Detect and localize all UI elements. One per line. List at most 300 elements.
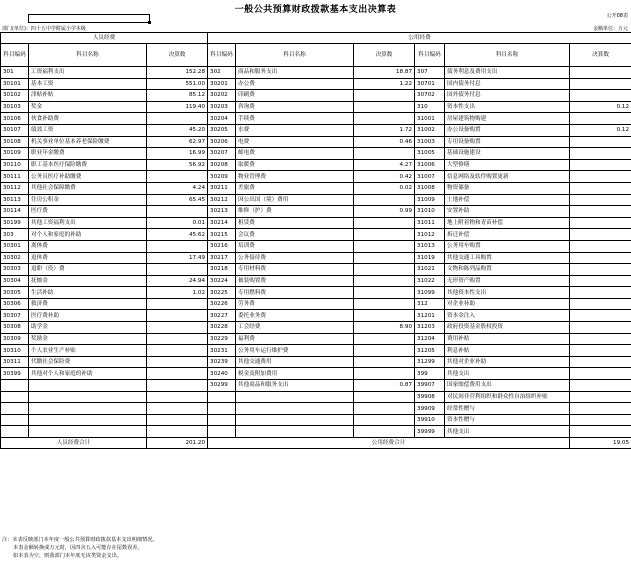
cell-amount[interactable]: 0.02	[354, 182, 415, 194]
cell-name[interactable]: 生活补助	[29, 287, 147, 299]
cell-code[interactable]: 30228	[208, 322, 236, 334]
cell-code[interactable]	[1, 403, 29, 415]
cell-name[interactable]: 培训费	[236, 240, 354, 252]
cell-amount[interactable]	[570, 275, 631, 287]
cell-name[interactable]: 基础设施建设	[445, 148, 570, 160]
cell-name[interactable]: 文物和陈列品购置	[445, 264, 570, 276]
cell-code[interactable]: 30218	[208, 264, 236, 276]
public-total-value[interactable]: 19.05	[570, 438, 631, 449]
cell-amount[interactable]	[147, 414, 208, 426]
cell-amount[interactable]	[570, 391, 631, 403]
cell-code[interactable]: 39999	[415, 426, 445, 438]
cell-code[interactable]: 310	[415, 101, 445, 113]
cell-amount[interactable]: 85.12	[147, 90, 208, 102]
cell-name[interactable]	[29, 380, 147, 392]
cell-code[interactable]: 31003	[415, 136, 445, 148]
cell-code[interactable]: 30206	[208, 136, 236, 148]
cell-name[interactable]	[236, 391, 354, 403]
cell-code[interactable]: 30102	[1, 90, 29, 102]
cell-name[interactable]	[236, 403, 354, 415]
cell-name[interactable]: 维修（护）费	[236, 206, 354, 218]
cell-amount[interactable]	[570, 310, 631, 322]
cell-name[interactable]: 其他支出	[445, 368, 570, 380]
cell-name[interactable]: 国内债务付息	[445, 78, 570, 90]
cell-code[interactable]	[1, 414, 29, 426]
cell-name[interactable]: 其他交通费用	[236, 356, 354, 368]
cell-amount[interactable]	[570, 113, 631, 125]
cell-name[interactable]: 咨询费	[236, 101, 354, 113]
cell-name[interactable]: 专用设备购置	[445, 136, 570, 148]
cell-code[interactable]: 31009	[415, 194, 445, 206]
cell-name[interactable]: 邮电费	[236, 148, 354, 160]
cell-name[interactable]: 奖金	[29, 101, 147, 113]
cell-name[interactable]: 资本性支出	[445, 101, 570, 113]
cell-amount[interactable]	[354, 368, 415, 380]
cell-amount[interactable]	[147, 310, 208, 322]
cell-amount[interactable]	[570, 252, 631, 264]
cell-name[interactable]: 税金及附加费用	[236, 368, 354, 380]
report-title: 一般公共预算财政拨款基本支出决算表	[234, 5, 397, 15]
cell-code[interactable]: 30212	[208, 194, 236, 206]
cell-amount[interactable]: 0.87	[354, 380, 415, 392]
cell-amount[interactable]: 119.40	[147, 101, 208, 113]
cell-code[interactable]: 30303	[1, 264, 29, 276]
cell-code[interactable]: 30239	[208, 356, 236, 368]
cell-code[interactable]: 302	[208, 67, 236, 79]
cell-name[interactable]: 绩效工资	[29, 124, 147, 136]
cell-amount[interactable]	[354, 90, 415, 102]
cell-amount[interactable]: 0.01	[147, 217, 208, 229]
cell-code[interactable]: 30240	[208, 368, 236, 380]
cell-code[interactable]	[208, 426, 236, 438]
cell-code[interactable]: 30225	[208, 287, 236, 299]
cell-name[interactable]: 工资福利支出	[29, 67, 147, 79]
personnel-total-value[interactable]: 201.20	[147, 438, 208, 449]
cell-name[interactable]: 机关事业单位基本养老保险缴费	[29, 136, 147, 148]
cell-name[interactable]: 物业管理费	[236, 171, 354, 183]
cell-code[interactable]: 30701	[415, 78, 445, 90]
cell-code[interactable]: 39908	[415, 391, 445, 403]
cell-code[interactable]: 39909	[415, 403, 445, 415]
cell-code[interactable]: 30201	[208, 78, 236, 90]
cell-amount[interactable]	[147, 264, 208, 276]
cell-name[interactable]: 委托业务费	[236, 310, 354, 322]
cell-amount[interactable]	[147, 345, 208, 357]
cell-name[interactable]: 公务用车购置	[445, 240, 570, 252]
cell-code[interactable]: 31010	[415, 206, 445, 218]
cell-name[interactable]	[236, 414, 354, 426]
cell-amount[interactable]	[570, 136, 631, 148]
cell-name[interactable]: 国家赔偿费用支出	[445, 380, 570, 392]
cell-amount[interactable]	[354, 298, 415, 310]
cell-code[interactable]: 30107	[1, 124, 29, 136]
cell-amount[interactable]	[354, 356, 415, 368]
cell-code[interactable]: 31205	[415, 345, 445, 357]
cell-amount[interactable]	[354, 217, 415, 229]
cell-amount[interactable]	[570, 67, 631, 79]
cell-amount[interactable]: 0.99	[354, 206, 415, 218]
cell-code[interactable]: 30399	[1, 368, 29, 380]
cell-amount[interactable]	[147, 380, 208, 392]
cell-amount[interactable]	[354, 345, 415, 357]
note-line: 注：本表反映部门本年度一般公共预算财政拨款基本支出明细情况。	[2, 537, 158, 543]
cell-name[interactable]: 政府投资基金股权投资	[445, 322, 570, 334]
cell-amount[interactable]	[354, 287, 415, 299]
cell-name[interactable]: 租赁费	[236, 217, 354, 229]
cell-amount[interactable]	[570, 414, 631, 426]
cell-name[interactable]: 专用燃料费	[236, 287, 354, 299]
cell-selection-box[interactable]	[28, 14, 150, 23]
cell-code[interactable]: 30702	[415, 90, 445, 102]
cell-amount[interactable]	[354, 333, 415, 345]
cell-name[interactable]: 办公费	[236, 78, 354, 90]
cell-code[interactable]: 30213	[208, 206, 236, 218]
cell-name[interactable]: 抚恤金	[29, 275, 147, 287]
cell-amount[interactable]	[570, 240, 631, 252]
cell-code[interactable]: 30208	[208, 159, 236, 171]
cell-code[interactable]: 30217	[208, 252, 236, 264]
cell-code[interactable]: 30202	[208, 90, 236, 102]
cell-amount[interactable]	[354, 264, 415, 276]
cell-code[interactable]: 30205	[208, 124, 236, 136]
cell-code[interactable]: 30203	[208, 101, 236, 113]
cell-code[interactable]: 31008	[415, 182, 445, 194]
cell-amount[interactable]	[354, 148, 415, 160]
cell-amount[interactable]	[147, 368, 208, 380]
cell-name[interactable]	[29, 414, 147, 426]
cell-code[interactable]: 30110	[1, 159, 29, 171]
cell-code[interactable]: 31299	[415, 356, 445, 368]
cell-amount[interactable]	[147, 206, 208, 218]
cell-amount[interactable]: 0.42	[354, 171, 415, 183]
cell-amount[interactable]	[570, 171, 631, 183]
cell-name[interactable]: 印刷费	[236, 90, 354, 102]
cell-amount[interactable]	[570, 159, 631, 171]
cell-name[interactable]: 专用材料费	[236, 264, 354, 276]
cell-name[interactable]: 助学金	[29, 322, 147, 334]
cell-name[interactable]: 公务员医疗补助缴费	[29, 171, 147, 183]
cell-name[interactable]: 资本金注入	[445, 310, 570, 322]
cell-code[interactable]: 30108	[1, 136, 29, 148]
cell-amount[interactable]	[570, 206, 631, 218]
cell-name[interactable]: 土地补偿	[445, 194, 570, 206]
cell-amount[interactable]	[570, 368, 631, 380]
cell-code[interactable]: 31005	[415, 148, 445, 160]
cell-amount[interactable]	[354, 101, 415, 113]
cell-name[interactable]: 离休费	[29, 240, 147, 252]
cell-name[interactable]: 奖励金	[29, 333, 147, 345]
cell-name[interactable]: 其他商品和服务支出	[236, 380, 354, 392]
cell-amount[interactable]: 4.27	[354, 159, 415, 171]
cell-code[interactable]: 30111	[1, 171, 29, 183]
cell-name[interactable]: 手续费	[236, 113, 354, 125]
cell-code[interactable]: 30112	[1, 182, 29, 194]
cell-name[interactable]: 其他资本性支出	[445, 287, 570, 299]
cell-code[interactable]: 30216	[208, 240, 236, 252]
cell-name[interactable]: 医疗费	[29, 206, 147, 218]
cell-code[interactable]: 31021	[415, 264, 445, 276]
cell-code[interactable]: 30302	[1, 252, 29, 264]
cell-name[interactable]: 津贴补贴	[29, 90, 147, 102]
cell-amount[interactable]: 24.94	[147, 275, 208, 287]
cell-amount[interactable]	[570, 264, 631, 276]
cell-name[interactable]: 职工基本医疗保险缴费	[29, 159, 147, 171]
cell-amount[interactable]	[147, 403, 208, 415]
cell-code[interactable]: 31204	[415, 333, 445, 345]
cell-code[interactable]: 30309	[1, 333, 29, 345]
cell-code[interactable]: 31019	[415, 252, 445, 264]
cell-name[interactable]: 物资储备	[445, 182, 570, 194]
cell-name[interactable]: 办公设备购置	[445, 124, 570, 136]
cell-amount[interactable]: 16.99	[147, 148, 208, 160]
cell-name[interactable]: 退休费	[29, 252, 147, 264]
cell-code[interactable]: 30306	[1, 298, 29, 310]
cell-amount[interactable]	[570, 217, 631, 229]
cell-name[interactable]: 因公出国（境）费用	[236, 194, 354, 206]
cell-amount[interactable]	[354, 275, 415, 287]
cell-amount[interactable]	[570, 356, 631, 368]
cell-code[interactable]: 30299	[208, 380, 236, 392]
cell-code[interactable]: 312	[415, 298, 445, 310]
cell-code[interactable]	[1, 426, 29, 438]
cell-code[interactable]: 31002	[415, 124, 445, 136]
cell-code[interactable]: 30304	[1, 275, 29, 287]
section-header-row	[1, 33, 631, 44]
cell-name[interactable]: 其他对个人和家庭的补助	[29, 368, 147, 380]
cell-name[interactable]: 无形资产购置	[445, 275, 570, 287]
cell-code[interactable]: 30226	[208, 298, 236, 310]
cell-amount[interactable]	[570, 182, 631, 194]
cell-name[interactable]: 商品和服务支出	[236, 67, 354, 79]
cell-amount[interactable]	[354, 252, 415, 264]
cell-code[interactable]: 30307	[1, 310, 29, 322]
cell-name[interactable]: 基本工资	[29, 78, 147, 90]
cell-code[interactable]	[208, 403, 236, 415]
cell-name[interactable]: 个人农业生产补贴	[29, 345, 147, 357]
cell-code[interactable]	[208, 391, 236, 403]
cell-name[interactable]: 大型修缮	[445, 159, 570, 171]
cell-amount[interactable]: 152.28	[147, 67, 208, 79]
cell-amount[interactable]: 1.02	[147, 287, 208, 299]
public-header: 公用经费	[208, 33, 631, 44]
cell-amount[interactable]	[147, 171, 208, 183]
cell-code[interactable]: 39907	[415, 380, 445, 392]
cell-amount[interactable]: 551.00	[147, 78, 208, 90]
cell-code[interactable]	[1, 391, 29, 403]
cell-name[interactable]	[29, 403, 147, 415]
cell-amount[interactable]: 62.97	[147, 136, 208, 148]
cell-name[interactable]: 资本性赠与	[445, 414, 570, 426]
cell-name[interactable]: 差旅费	[236, 182, 354, 194]
cell-amount[interactable]	[354, 426, 415, 438]
cell-name[interactable]: 对企业补助	[445, 298, 570, 310]
col-header-code: 科目编码	[1, 44, 29, 67]
cell-amount[interactable]: 0.46	[354, 136, 415, 148]
cell-amount[interactable]: 0.12	[570, 124, 631, 136]
cell-name[interactable]: 会议费	[236, 229, 354, 241]
cell-name[interactable]: 职业年金缴费	[29, 148, 147, 160]
cell-amount[interactable]: 1.72	[354, 124, 415, 136]
cell-code[interactable]: 31007	[415, 171, 445, 183]
cell-code[interactable]: 30209	[208, 171, 236, 183]
cell-name[interactable]	[29, 391, 147, 403]
cell-name[interactable]: 住房公积金	[29, 194, 147, 206]
cell-name[interactable]: 福利费	[236, 333, 354, 345]
cell-name[interactable]: 水费	[236, 124, 354, 136]
cell-code[interactable]: 31203	[415, 322, 445, 334]
cell-name[interactable]: 代缴社会保险费	[29, 356, 147, 368]
cell-code[interactable]: 301	[1, 67, 29, 79]
cell-name[interactable]: 取暖费	[236, 159, 354, 171]
cell-name[interactable]: 国外债务付息	[445, 90, 570, 102]
cell-amount[interactable]	[570, 426, 631, 438]
cell-code[interactable]: 307	[415, 67, 445, 79]
cell-amount[interactable]	[570, 380, 631, 392]
cell-name[interactable]: 利息补贴	[445, 345, 570, 357]
cell-amount[interactable]	[147, 356, 208, 368]
cell-amount[interactable]: 4.24	[147, 182, 208, 194]
cell-name[interactable]: 伙食补助费	[29, 113, 147, 125]
cell-code[interactable]: 31011	[415, 217, 445, 229]
cell-code[interactable]: 30311	[1, 356, 29, 368]
cell-name[interactable]: 工会经费	[236, 322, 354, 334]
cell-amount[interactable]	[147, 333, 208, 345]
cell-name[interactable]: 公务接待费	[236, 252, 354, 264]
cell-amount[interactable]: 45.20	[147, 124, 208, 136]
cell-code[interactable]: 303	[1, 229, 29, 241]
cell-code[interactable]: 30301	[1, 240, 29, 252]
cell-amount[interactable]	[570, 287, 631, 299]
cell-amount[interactable]: 18.87	[354, 67, 415, 79]
col-header-code: 科目编码	[208, 44, 236, 67]
cell-amount[interactable]	[570, 333, 631, 345]
cell-amount[interactable]: 65.45	[147, 194, 208, 206]
cell-name[interactable]: 其他对企业补助	[445, 356, 570, 368]
cell-amount[interactable]	[570, 194, 631, 206]
cell-code[interactable]: 30231	[208, 345, 236, 357]
cell-code[interactable]: 30305	[1, 287, 29, 299]
cell-name[interactable]: 退职（役）费	[29, 264, 147, 276]
cell-amount[interactable]	[354, 229, 415, 241]
cell-amount[interactable]: 56.92	[147, 159, 208, 171]
cell-code[interactable]: 31099	[415, 287, 445, 299]
cell-name[interactable]: 拆迁补偿	[445, 229, 570, 241]
cell-code[interactable]: 30101	[1, 78, 29, 90]
cell-code[interactable]: 30310	[1, 345, 29, 357]
cell-name[interactable]: 电费	[236, 136, 354, 148]
cell-amount[interactable]	[354, 240, 415, 252]
cell-name[interactable]: 其他交通工具购置	[445, 252, 570, 264]
cell-code[interactable]: 30215	[208, 229, 236, 241]
cell-amount[interactable]	[570, 229, 631, 241]
cell-amount[interactable]: 1.22	[354, 78, 415, 90]
cell-name[interactable]: 经常性赠与	[445, 403, 570, 415]
cell-name[interactable]: 对个人和家庭的补助	[29, 229, 147, 241]
cell-amount[interactable]	[354, 194, 415, 206]
cell-name[interactable]: 被装购置费	[236, 275, 354, 287]
cell-name[interactable]: 安置补助	[445, 206, 570, 218]
cell-code[interactable]	[208, 414, 236, 426]
cell-name[interactable]: 劳务费	[236, 298, 354, 310]
cell-code[interactable]: 30224	[208, 275, 236, 287]
cell-name[interactable]: 救济费	[29, 298, 147, 310]
cell-name[interactable]	[236, 426, 354, 438]
cell-code[interactable]: 30214	[208, 217, 236, 229]
cell-amount[interactable]	[570, 90, 631, 102]
cell-code[interactable]: 30229	[208, 333, 236, 345]
cell-code[interactable]: 30308	[1, 322, 29, 334]
cell-code[interactable]: 30106	[1, 113, 29, 125]
cell-code[interactable]: 30113	[1, 194, 29, 206]
fill-handle[interactable]	[148, 21, 151, 24]
cell-amount[interactable]	[147, 298, 208, 310]
cell-code[interactable]: 31012	[415, 229, 445, 241]
cell-name[interactable]: 债务利息及费用支出	[445, 67, 570, 79]
cell-amount[interactable]	[354, 310, 415, 322]
cell-amount[interactable]	[354, 113, 415, 125]
cell-name[interactable]: 其他支出	[445, 426, 570, 438]
cell-name[interactable]: 费用补贴	[445, 333, 570, 345]
cell-code[interactable]: 30199	[1, 217, 29, 229]
cell-name[interactable]: 信息网络及软件购置更新	[445, 171, 570, 183]
cell-amount[interactable]	[570, 322, 631, 334]
cell-code[interactable]	[1, 380, 29, 392]
cell-amount[interactable]	[147, 426, 208, 438]
cell-amount[interactable]	[570, 345, 631, 357]
cell-code[interactable]: 31201	[415, 310, 445, 322]
cell-code[interactable]: 30114	[1, 206, 29, 218]
cell-code[interactable]: 31013	[415, 240, 445, 252]
cell-amount[interactable]	[354, 391, 415, 403]
cell-code[interactable]: 30204	[208, 113, 236, 125]
cell-amount[interactable]	[147, 391, 208, 403]
cell-code[interactable]: 30227	[208, 310, 236, 322]
cell-amount[interactable]	[570, 148, 631, 160]
cell-code[interactable]: 30109	[1, 148, 29, 160]
cell-code[interactable]: 31022	[415, 275, 445, 287]
cell-name[interactable]: 其他工资福利支出	[29, 217, 147, 229]
cell-name[interactable]: 房屋建筑物购建	[445, 113, 570, 125]
cell-amount[interactable]: 45.62	[147, 229, 208, 241]
cell-name[interactable]: 医疗费补助	[29, 310, 147, 322]
cell-code[interactable]: 399	[415, 368, 445, 380]
cell-code[interactable]: 39910	[415, 414, 445, 426]
cell-name[interactable]: 公务用车运行维护费	[236, 345, 354, 357]
cell-amount[interactable]	[354, 403, 415, 415]
table-row	[1, 240, 631, 252]
cell-amount[interactable]	[147, 113, 208, 125]
cell-amount[interactable]	[147, 240, 208, 252]
cell-amount[interactable]	[570, 78, 631, 90]
cell-code[interactable]: 30211	[208, 182, 236, 194]
cell-name[interactable]	[29, 426, 147, 438]
cell-name[interactable]: 地上附着物和青苗补偿	[445, 217, 570, 229]
cell-amount[interactable]	[147, 322, 208, 334]
cell-name[interactable]: 其他社会保障缴费	[29, 182, 147, 194]
cell-amount[interactable]	[570, 403, 631, 415]
cell-amount[interactable]	[570, 298, 631, 310]
col-header-name: 科目名称	[29, 44, 147, 67]
cell-amount[interactable]	[354, 414, 415, 426]
cell-amount[interactable]: 0.12	[570, 101, 631, 113]
cell-code[interactable]: 31006	[415, 159, 445, 171]
cell-code[interactable]: 30207	[208, 148, 236, 160]
cell-code[interactable]: 30103	[1, 101, 29, 113]
cell-amount[interactable]: 8.90	[354, 322, 415, 334]
cell-name[interactable]: 对民间非营利组织和群众性自治组织补贴	[445, 391, 570, 403]
cell-amount[interactable]: 17.49	[147, 252, 208, 264]
cell-code[interactable]: 31001	[415, 113, 445, 125]
